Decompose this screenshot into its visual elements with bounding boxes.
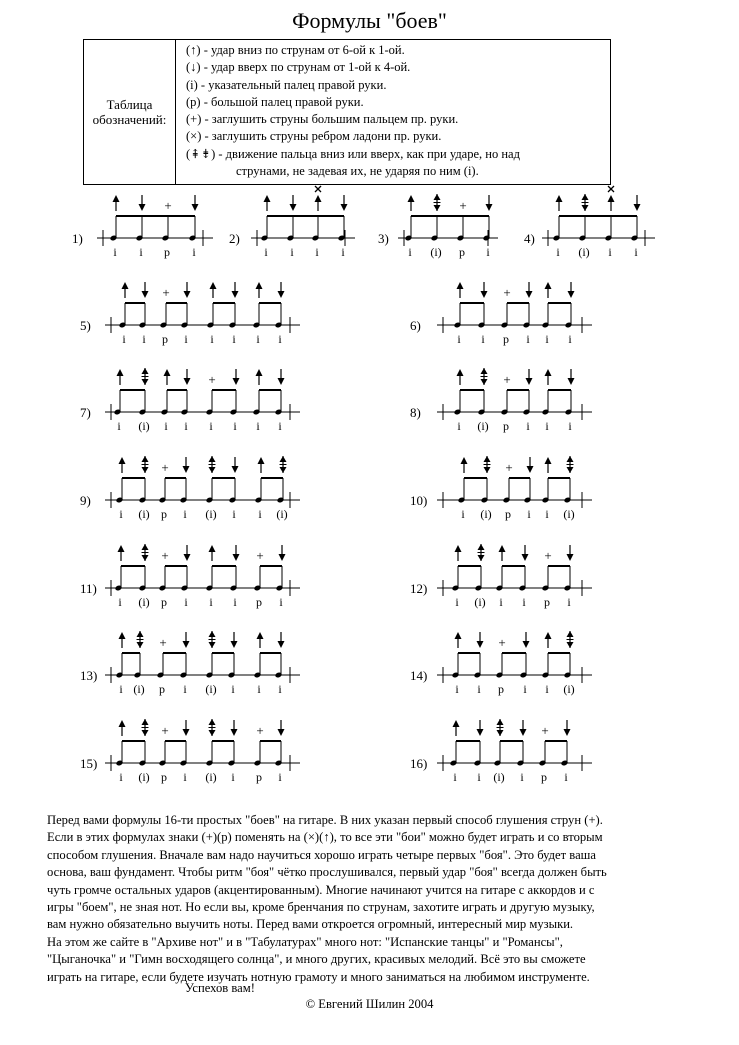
finger-label: (i) (138, 595, 150, 609)
finger-label: i (545, 332, 549, 346)
plus-symbol: + (459, 198, 467, 213)
strike-down-arrow-icon (264, 195, 271, 211)
plus-symbol: + (208, 372, 216, 387)
paragraph-line: способом глушения. Вначале вам надо научиться хорошо играть четыре первых "боя". Это будет ваша (47, 847, 596, 862)
finger-label: i (477, 682, 481, 696)
strike-up-arrow-icon (139, 195, 146, 211)
finger-label: i (279, 595, 283, 609)
finger-label: (i) (205, 682, 217, 696)
strike-down-arrow-icon (545, 282, 552, 298)
finger-label: p (161, 770, 167, 784)
strike-up-arrow-icon (184, 282, 191, 298)
ghost-stroke-icon (567, 456, 574, 473)
strum-formula (80, 282, 300, 346)
legend-row: (↑) - удар вниз по струнам от 6-ой к 1-ой. (186, 43, 405, 57)
finger-label: i (231, 682, 235, 696)
strike-up-arrow-icon (233, 369, 240, 385)
legend-row-continuation: струнами, не задевая их, не ударяя по ним (i). (236, 164, 479, 179)
strike-up-arrow-icon (290, 195, 297, 211)
plus-symbol: + (161, 460, 169, 475)
finger-label: (i) (205, 770, 217, 784)
finger-label: i (278, 419, 282, 433)
strike-up-arrow-icon (184, 369, 191, 385)
finger-label: i (457, 419, 461, 433)
finger-label: i (231, 770, 235, 784)
legend-row: (↓) - удар вверх по струнам от 1-ой к 4-ой. (186, 60, 411, 75)
strike-down-arrow-icon (117, 369, 124, 385)
strum-formula (80, 631, 300, 696)
finger-label: i (119, 770, 123, 784)
formula-number: 4) (524, 231, 535, 246)
strike-up-arrow-icon (523, 632, 530, 648)
strum-formula (80, 456, 300, 521)
strike-up-arrow-icon (520, 720, 527, 736)
ghost-stroke-icon (478, 544, 485, 561)
ghost-stroke-icon (434, 194, 441, 211)
ghost-stroke-icon (142, 368, 149, 385)
strum-formula (410, 544, 592, 609)
strike-up-arrow-icon (192, 195, 199, 211)
strike-up-arrow-icon (278, 369, 285, 385)
plus-symbol: + (161, 723, 169, 738)
finger-label: p (544, 595, 550, 609)
finger-label: i (118, 595, 122, 609)
strike-up-arrow-icon (486, 195, 493, 211)
strike-down-arrow-icon (122, 282, 129, 298)
formula-number: 14) (410, 668, 428, 683)
strike-down-arrow-icon (258, 457, 265, 473)
ghost-stroke-icon (209, 456, 216, 473)
strum-formula (378, 194, 498, 259)
formula-number: 5) (80, 318, 91, 333)
finger-label: i (117, 419, 121, 433)
strum-formula (410, 719, 592, 784)
finger-label: i (122, 332, 126, 346)
legend-row: (i) - указательный палец правой руки. (186, 77, 387, 92)
strike-up-arrow-icon (527, 457, 534, 473)
finger-label: i (184, 419, 188, 433)
finger-label: i (142, 332, 146, 346)
finger-label: i (164, 419, 168, 433)
strike-down-arrow-icon (256, 282, 263, 298)
finger-label: (i) (276, 507, 288, 521)
strike-down-arrow-icon (119, 457, 126, 473)
finger-label: p (459, 245, 465, 259)
finger-label: i (457, 332, 461, 346)
finger-label: (i) (474, 595, 486, 609)
formula-number: 2) (229, 231, 240, 246)
finger-label: i (499, 595, 503, 609)
legend-row: (×) - заглушить струны ребром ладони пр. руки. (186, 129, 442, 144)
finger-label: i (455, 595, 459, 609)
finger-label: p (503, 332, 509, 346)
paragraph-line: играть на гитаре, если будете изучать нотную грамоту и много заниматься на любимом инструменте. (47, 969, 590, 984)
finger-label: (i) (563, 682, 575, 696)
palm-mute-icon (315, 186, 322, 211)
plus-symbol: + (544, 548, 552, 563)
finger-label: i (119, 507, 123, 521)
strike-up-arrow-icon (183, 720, 190, 736)
finger-label: i (278, 770, 282, 784)
finger-label: i (209, 419, 213, 433)
ghost-stroke-icon (481, 368, 488, 385)
finger-label: i (523, 682, 527, 696)
paragraph-line: "Цыганочка" и "Гимн восходящего солнца", и много других, красивых мелодий. Всё это вы сможете (47, 952, 586, 967)
strike-up-arrow-icon (183, 632, 190, 648)
strike-down-arrow-icon (209, 545, 216, 561)
strum-formula (410, 282, 592, 346)
finger-label: i (183, 507, 187, 521)
strum-formula (410, 368, 592, 433)
finger-label: i (232, 332, 236, 346)
strike-up-arrow-icon (634, 195, 641, 211)
paragraph-line: вам нужно обязательно выучить ноты. Перед вами откроется огромный, интересный мир музыки. (47, 917, 574, 932)
finger-label: i (608, 245, 612, 259)
strike-down-arrow-icon (257, 632, 264, 648)
finger-label: i (520, 770, 524, 784)
strike-up-arrow-icon (183, 457, 190, 473)
ghost-stroke-icon (142, 456, 149, 473)
finger-label: i (210, 332, 214, 346)
finger-label: i (545, 419, 549, 433)
finger-label: i (526, 332, 530, 346)
legend-row: (p) - большой палец правой руки. (186, 94, 364, 109)
finger-label: i (113, 245, 117, 259)
formula-number: 1) (72, 231, 83, 246)
strike-up-arrow-icon (233, 545, 240, 561)
ghost-stroke-icon (142, 544, 149, 561)
formula-number: 16) (410, 756, 428, 771)
palm-mute-icon (608, 186, 615, 211)
finger-label: i (526, 419, 530, 433)
strike-down-arrow-icon (113, 195, 120, 211)
paragraph-line: основа, ваш фундамент. Чтобы ритм "боя" чётко прослушивался, первый удар "боя" всегда должен быть (47, 865, 607, 880)
plus-symbol: + (503, 372, 511, 387)
finger-label: p (161, 507, 167, 521)
strike-down-arrow-icon (119, 720, 126, 736)
finger-label: (i) (480, 507, 492, 521)
finger-label: (i) (477, 419, 489, 433)
finger-label: i (634, 245, 638, 259)
strike-up-arrow-icon (477, 632, 484, 648)
finger-label: (i) (578, 245, 590, 259)
strike-down-arrow-icon (545, 457, 552, 473)
plus-symbol: + (161, 548, 169, 563)
finger-label: i (257, 682, 261, 696)
strike-up-arrow-icon (142, 282, 149, 298)
finger-label: i (256, 332, 260, 346)
strike-up-arrow-icon (278, 632, 285, 648)
finger-label: (i) (138, 419, 150, 433)
strike-down-arrow-icon (457, 369, 464, 385)
strike-up-arrow-icon (481, 282, 488, 298)
finger-label: i (256, 419, 260, 433)
plus-symbol: + (162, 285, 170, 300)
legend-heading: Таблица обозначений: (92, 97, 167, 127)
finger-label: p (256, 770, 262, 784)
finger-label: i (290, 245, 294, 259)
ghost-stroke-icon (280, 456, 287, 473)
finger-label: i (183, 682, 187, 696)
finger-label: i (139, 245, 143, 259)
strike-down-arrow-icon (453, 720, 460, 736)
finger-label: p (159, 682, 165, 696)
finger-label: p (161, 595, 167, 609)
copyright: © Евгений Шилин 2004 (305, 997, 434, 1011)
finger-label: i (545, 682, 549, 696)
strum-formula (80, 368, 300, 433)
plus-symbol: + (256, 723, 264, 738)
strike-up-arrow-icon (232, 457, 239, 473)
strike-up-arrow-icon (278, 282, 285, 298)
finger-label: i (408, 245, 412, 259)
finger-label: i (567, 595, 571, 609)
strike-up-arrow-icon (341, 195, 348, 211)
finger-label: (i) (205, 507, 217, 521)
strike-down-arrow-icon (457, 282, 464, 298)
legend-row: (⇞⇟) - движение пальца вниз или вверх, как при ударе, но над (186, 146, 520, 161)
description-paragraph (47, 812, 727, 986)
strike-down-arrow-icon (118, 545, 125, 561)
strum-formula (410, 631, 592, 696)
strike-up-arrow-icon (278, 720, 285, 736)
finger-label: p (162, 332, 168, 346)
finger-label: i (461, 507, 465, 521)
formula-number: 3) (378, 231, 389, 246)
page-title: Формулы "боев" (292, 8, 447, 33)
strike-down-arrow-icon (210, 282, 217, 298)
strike-up-arrow-icon (184, 545, 191, 561)
finger-label: i (527, 507, 531, 521)
finger-label: i (481, 332, 485, 346)
finger-label: i (209, 595, 213, 609)
formula-number: 8) (410, 405, 421, 420)
strum-formula (80, 719, 300, 784)
finger-label: i (545, 507, 549, 521)
finger-label: i (556, 245, 560, 259)
closing-wish: Успехов вам! (185, 981, 255, 995)
formula-number: 15) (80, 756, 98, 771)
strike-down-arrow-icon (256, 369, 263, 385)
strike-down-arrow-icon (499, 545, 506, 561)
paragraph-line: Если в этих формулах знаки (+)(p) поменять на (×)(↑), то все эти "бои" можно будет играть и со вторым (47, 830, 603, 845)
finger-label: i (278, 682, 282, 696)
finger-label: (i) (493, 770, 505, 784)
finger-label: i (184, 332, 188, 346)
finger-label: i (564, 770, 568, 784)
finger-label: i (486, 245, 490, 259)
strike-down-arrow-icon (545, 632, 552, 648)
ghost-stroke-icon (567, 631, 574, 648)
ghost-stroke-icon (582, 194, 589, 211)
strike-up-arrow-icon (279, 545, 286, 561)
strike-up-arrow-icon (568, 282, 575, 298)
finger-label: p (256, 595, 262, 609)
finger-label: i (119, 682, 123, 696)
finger-label: i (278, 332, 282, 346)
strike-down-arrow-icon (164, 369, 171, 385)
strum-formula (410, 456, 592, 521)
strike-down-arrow-icon (455, 545, 462, 561)
ghost-stroke-icon (137, 631, 144, 648)
strike-up-arrow-icon (526, 369, 533, 385)
plus-symbol: + (498, 635, 506, 650)
strike-down-arrow-icon (408, 195, 415, 211)
formula-number: 9) (80, 493, 91, 508)
finger-label: p (503, 419, 509, 433)
finger-label: i (568, 419, 572, 433)
strike-down-arrow-icon (461, 457, 468, 473)
formula-number: 10) (410, 493, 428, 508)
finger-label: i (258, 507, 262, 521)
plus-symbol: + (164, 198, 172, 213)
strum-formula (80, 544, 300, 609)
finger-label: i (453, 770, 457, 784)
strike-up-arrow-icon (477, 720, 484, 736)
finger-label: (i) (430, 245, 442, 259)
strike-up-arrow-icon (526, 282, 533, 298)
ghost-stroke-icon (209, 719, 216, 736)
finger-label: i (184, 595, 188, 609)
plus-symbol: + (541, 723, 549, 738)
finger-label: i (232, 507, 236, 521)
finger-label: i (233, 419, 237, 433)
strike-up-arrow-icon (564, 720, 571, 736)
finger-label: i (522, 595, 526, 609)
strum-formula (72, 195, 213, 259)
finger-label: p (498, 682, 504, 696)
ghost-stroke-icon (209, 631, 216, 648)
strike-up-arrow-icon (568, 369, 575, 385)
strike-up-arrow-icon (231, 720, 238, 736)
finger-label: i (192, 245, 196, 259)
strike-up-arrow-icon (522, 545, 529, 561)
paragraph-line: Перед вами формулы 16-ти простых "боев" на гитаре. В них указан первый способ глушения струн (+). (47, 813, 603, 827)
formula-number: 7) (80, 405, 91, 420)
formula-number: 6) (410, 318, 421, 333)
finger-label: i (183, 770, 187, 784)
finger-label: i (315, 245, 319, 259)
finger-label: (i) (563, 507, 575, 521)
strum-formula (229, 186, 355, 259)
paragraph-line: игры "боем", не зная нот. Но если вы, кроме бренчания по струнам, захотите играть и другую музыку, (47, 900, 595, 915)
finger-label: p (164, 245, 170, 259)
strike-up-arrow-icon (232, 282, 239, 298)
finger-label: i (568, 332, 572, 346)
plus-symbol: + (256, 548, 264, 563)
legend-row: (+) - заглушить струны большим пальцем пр. руки. (186, 112, 459, 127)
strike-down-arrow-icon (545, 369, 552, 385)
finger-label: i (455, 682, 459, 696)
formula-number: 11) (80, 581, 97, 596)
strike-down-arrow-icon (556, 195, 563, 211)
formula-number: 13) (80, 668, 98, 683)
finger-label: p (505, 507, 511, 521)
ghost-stroke-icon (497, 719, 504, 736)
ghost-stroke-icon (484, 456, 491, 473)
paragraph-line: чуть громче остальных ударов (акцентированным). Многие начинают учится на гитаре с аккордов и с (47, 882, 595, 897)
strike-up-arrow-icon (567, 545, 574, 561)
plus-symbol: + (503, 285, 511, 300)
strike-down-arrow-icon (455, 632, 462, 648)
finger-label: (i) (138, 770, 150, 784)
finger-label: i (477, 770, 481, 784)
plus-symbol: + (505, 460, 513, 475)
formula-number: 12) (410, 581, 428, 596)
plus-symbol: + (159, 635, 167, 650)
ghost-stroke-icon (142, 719, 149, 736)
finger-label: (i) (138, 507, 150, 521)
finger-label: i (341, 245, 345, 259)
finger-label: p (541, 770, 547, 784)
strike-up-arrow-icon (231, 632, 238, 648)
finger-label: i (233, 595, 237, 609)
paragraph-line: На этом же сайте в "Архиве нот" и в "Табулатурах" много нот: "Испанские танцы" и "Романсы", (47, 934, 563, 949)
finger-label: (i) (133, 682, 145, 696)
strike-down-arrow-icon (119, 632, 126, 648)
finger-label: i (264, 245, 268, 259)
strum-formula (524, 186, 655, 259)
